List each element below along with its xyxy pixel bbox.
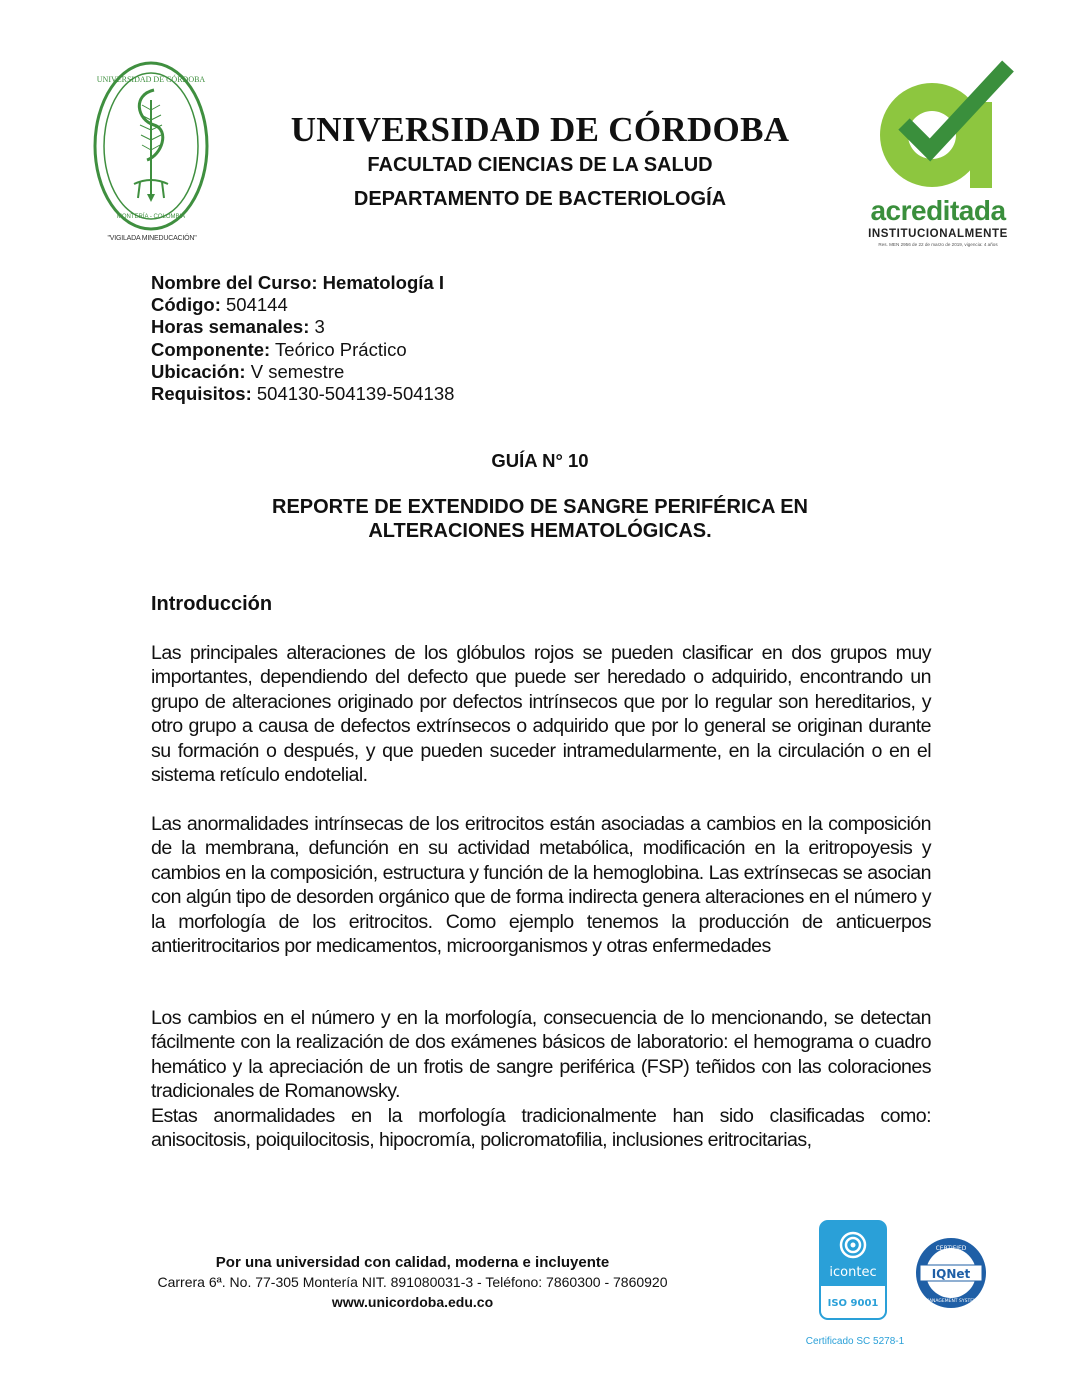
seal-caption: "VIGILADA MINEDUCACIÓN": [107, 235, 197, 242]
svg-text:icontec: icontec: [829, 1265, 877, 1280]
location-value: V semestre: [250, 360, 345, 382]
footer-address: Carrera 6ª. No. 77-305 Montería NIT. 891080031-3 - Teléfono: 7860300 - 7860920: [157, 1274, 668, 1290]
university-name: UNIVERSIDAD DE CÓRDOBA: [290, 110, 790, 149]
weekly-hours-row: Horas semanales: 3: [151, 316, 325, 338]
university-seal-icon: [92, 60, 210, 232]
paragraph: Las anormalidades intrínsecas de los eritrocitos están asociadas a cambios en la composición de la membrana, defunción en su actividad metabólica, modificación en la eritropoyesis y cambios en la composición, estructura y función de la hemoglobina. Las extrínsecas se asocian con algún tipo de desorden orgánico que de forma indirecta genera alteraciones en el número y la morfología de los eritrocitos. Como ejemplo tenemos la producción de anticuerpos antieritrocitarios por medicamentos, microorganismos y otras enfermedades: [151, 813, 931, 958]
iqnet-logo-icon: [914, 1236, 988, 1310]
svg-text:ISO 9001: ISO 9001: [827, 1298, 879, 1309]
footer-slogan: Por una universidad con calidad, moderna e incluyente: [215, 1254, 610, 1271]
icontec-logo-icon: [819, 1220, 887, 1320]
paragraph: Los cambios en el número y en la morfología, consecuencia de lo mencionando, se detectan fácilmente con la realización de dos exámenes básicos de laboratorio: el hemograma o cuadro hemático y la apreciación de un frotis de sangre periférica (FSP) teñidos con las coloraciones tradicionales de Romanowsky.: [151, 1007, 931, 1103]
component-row: Componente: Teórico Práctico: [151, 338, 407, 360]
location-row: Ubicación: V semestre: [151, 360, 345, 382]
faculty-name: FACULTAD CIENCIAS DE LA SALUD: [367, 154, 713, 176]
guide-title: REPORTE DE EXTENDIDO DE SANGRE PERIFÉRICA EN ALTERACIONES HEMATOLÓGICAS.: [272, 496, 808, 542]
accreditation-word: acreditada: [870, 195, 1006, 226]
weekly-hours-value: 3: [314, 316, 325, 338]
svg-text:UNIVERSIDAD DE CÓRDOBA: UNIVERSIDAD DE CÓRDOBA: [96, 75, 206, 84]
svg-text:CERTIFIED: CERTIFIED: [935, 1245, 967, 1252]
course-name-row: Nombre del Curso: Hematología I: [151, 272, 444, 293]
accreditation-resolution: Res. MEN 2956 de 22 de marzo de 2019, vigencia: 4 años: [878, 242, 998, 247]
section-heading-introduction: Introducción: [151, 593, 273, 615]
svg-text:MANAGEMENT SYSTEM: MANAGEMENT SYSTEM: [925, 1299, 977, 1304]
course-info: [151, 272, 454, 405]
paragraph: Estas anormalidades en la morfología tradicionalmente han sido clasificadas como: anisocitosis, poiquilocitosis, hipocromía, policromatofilia, inclusiones eritrocitarias,: [151, 1104, 931, 1152]
paragraph: Las principales alteraciones de los glóbulos rojos se pueden clasificar en dos grupos muy importantes, dependiendo del defecto que puede ser heredado o adquirido, encontrando un grupo de alteraciones originado por defectos intrínsecos que por lo regular son hereditarios, y otro grupo a causa de defectos extrínsecos o adquirido que por lo general se originan durante su formación o después, y que pueden suceder intramedularmente, en la circulación o en el sistema retículo endotelial.: [151, 642, 931, 787]
requirements-row: Requisitos: 504130-504139-504138: [151, 383, 455, 405]
course-code-value: 504144: [226, 294, 288, 316]
course-code-row: Código: 504144: [151, 294, 288, 316]
footer-website-link[interactable]: www.unicordoba.edu.co: [331, 1294, 494, 1310]
certificate-number: Certificado SC 5278-1: [805, 1336, 905, 1347]
requirements-value: 504130-504139-504138: [256, 383, 455, 405]
course-name-value: Hematología I: [322, 272, 444, 293]
guide-number: GUÍA N° 10: [491, 450, 589, 471]
svg-text:IQNet: IQNet: [931, 1267, 971, 1281]
component-value: Teórico Práctico: [275, 338, 407, 360]
department-name: DEPARTAMENTO DE BACTERIOLOGÍA: [353, 188, 727, 210]
svg-text:MONTERÍA - COLOMBIA: MONTERÍA - COLOMBIA: [116, 214, 186, 220]
paragraph-group: [151, 1006, 931, 1152]
accreditation-subtitle: INSTITUCIONALMENTE: [868, 228, 1008, 240]
